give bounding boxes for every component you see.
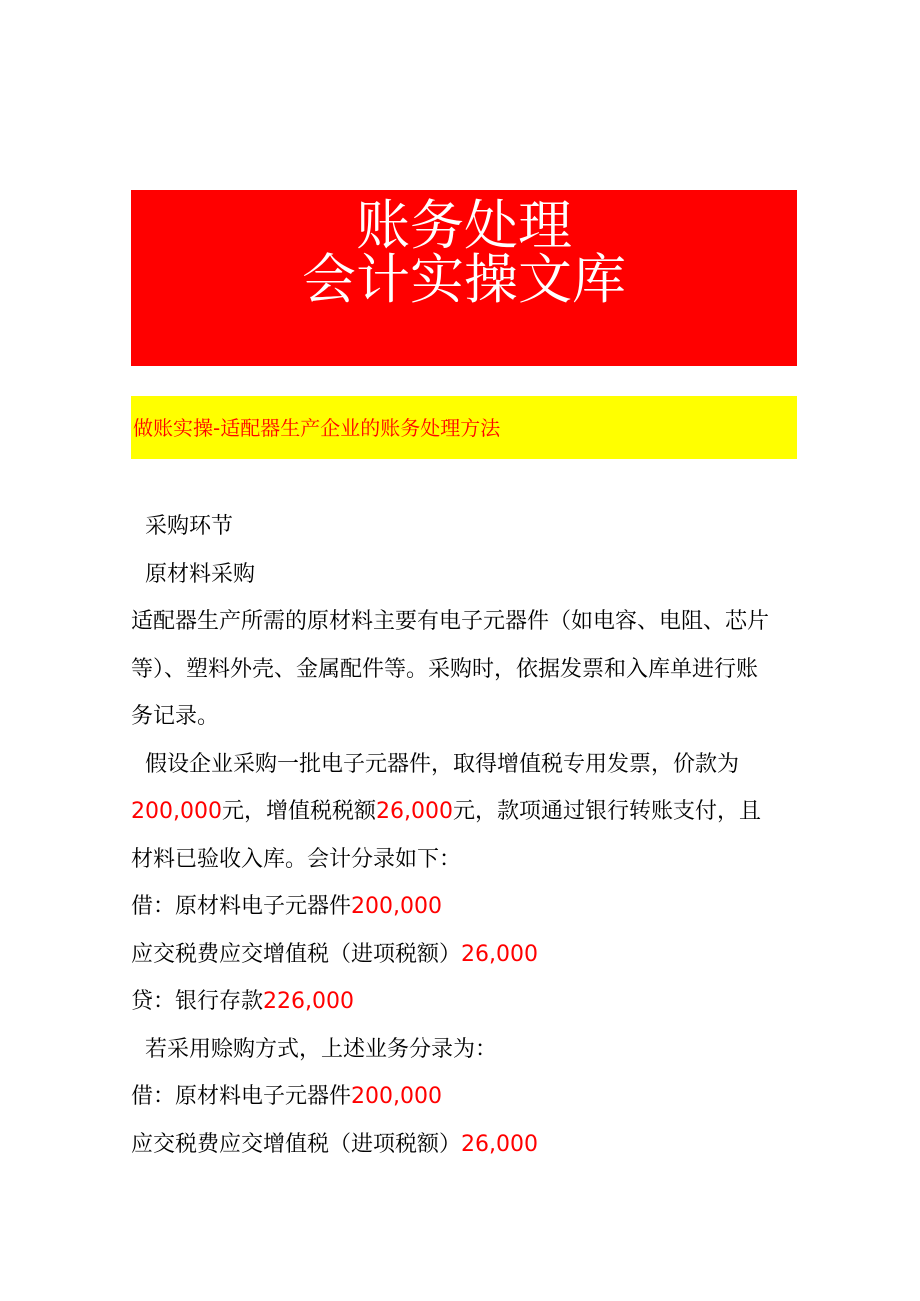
entry-text: 贷：银行存款 [131,989,264,1014]
journal-entry-debit [131,883,811,931]
section-heading-raw-materials: 原材料采购 [145,561,256,587]
journal-entry-credit [131,978,811,1026]
entry-amount: 200,000 [351,1084,442,1109]
entry-amount: 200,000 [351,894,442,919]
paragraph-line: 若采用赊购方式，上述业务分录为： [145,1036,498,1062]
subtitle-box [131,396,797,459]
paragraph-line [131,788,811,836]
journal-entry-debit [131,1073,811,1121]
entry-amount: 26,000 [461,1131,538,1157]
entry-amount: 26,000 [461,941,538,967]
amount-tax: 26,000 [376,799,453,824]
paragraph-line: 适配器生产所需的原材料主要有电子元器件（如电容、电阻、芯片 [131,609,770,634]
banner-title-line1: 账务处理 [356,194,572,257]
entry-amount: 226,000 [263,989,354,1014]
paragraph-line: 等）、塑料外壳、金属配件等。采购时，依据发票和入库单进行账 [131,656,759,682]
document-subtitle: 做账实操-适配器生产企业的账务处理方法 [133,416,501,440]
entry-text: 借：原材料电子元器件 [131,1084,352,1109]
amount-price: 200,000 [131,799,222,824]
paragraph-line: 假设企业采购一批电子元器件，取得增值税专用发票，价款为 [145,751,740,777]
section-heading-procurement: 采购环节 [145,514,234,539]
entry-text: 应交税费应交增值税（进项税额） [131,941,462,967]
paragraph-line: 材料已验收入库。会计分录如下： [131,846,462,872]
journal-entry-tax [131,1121,811,1169]
paragraph-line: 务记录。 [131,704,220,729]
entry-text: 应交税费应交增值税（进项税额） [131,1131,462,1157]
paragraph-text: 元，增值税税额 [221,799,376,824]
entry-text: 借：原材料电子元器件 [131,894,352,919]
paragraph-text: 元，款项通过银行转账支付，且 [452,799,761,824]
title-banner [131,190,797,366]
banner-title-line2: 会计实操文库 [302,248,626,311]
journal-entry-tax [131,931,811,979]
document-body [131,503,811,1168]
